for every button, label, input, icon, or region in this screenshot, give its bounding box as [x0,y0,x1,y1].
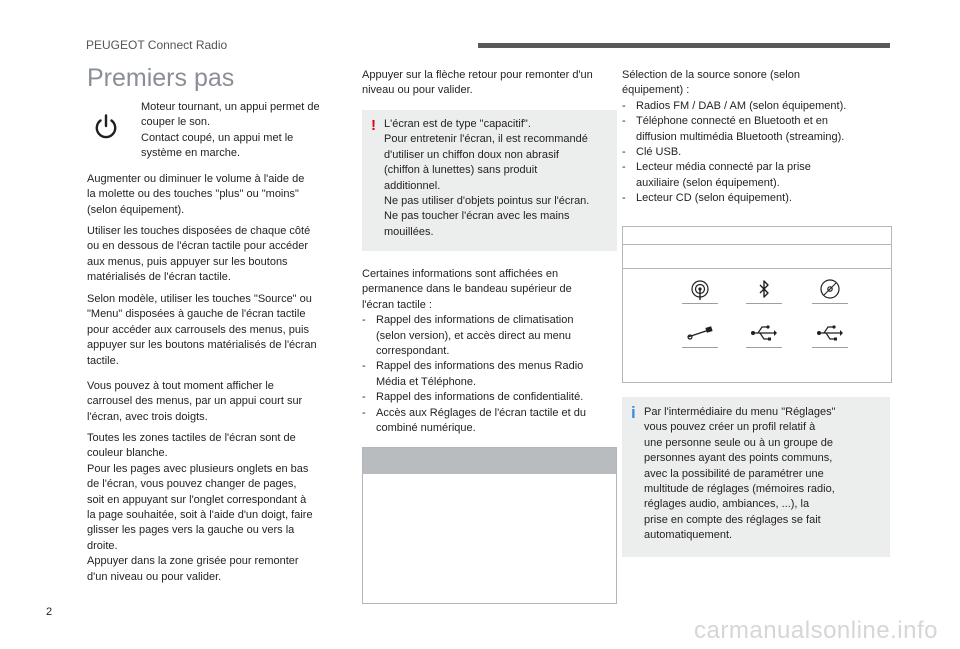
usb-icon [749,322,779,344]
text-line: Par l'intermédiaire du menu "Réglages" [644,406,836,418]
page-title: Premiers pas [87,64,235,92]
text-line: ou en dessous de l'écran tactile pour accéder [87,240,309,253]
text-line: aux menus, puis appuyer sur les boutons [87,255,288,268]
text-line: Média et Téléphone. [376,375,477,388]
text-line: prise en compte des réglages se fait [644,513,821,526]
text-line: combiné numérique. [376,422,476,435]
text-line: de l'écran, vous pouvez changer de pages, [87,478,297,491]
text-line: carrousel des menus, par un appui court sur [87,395,303,408]
info-icon: i [631,403,636,422]
cd-icon [815,279,845,301]
volume-paragraph [87,172,342,218]
text-line: correspondant. [376,345,450,358]
aux-cable-icon [685,322,715,344]
info-note [622,397,890,557]
list-item [362,406,617,437]
list-item [622,99,890,114]
icon-underline [746,303,782,304]
page-number: 2 [46,606,53,618]
screen-banner-bar [363,448,616,474]
warning-icon: ! [371,117,376,134]
screen-divider [623,244,891,245]
text-line: vous pouvez créer un profil relatif à [644,421,816,434]
text-line: Sélection de la source sonore (selon [622,69,800,81]
text-line: Augmenter ou diminuer le volume à l'aide de [87,173,305,185]
banner-info-section [362,267,617,436]
text-line: Moteur tournant, un appui permet de [141,101,320,113]
text-line: L'écran est de type "capacitif". [384,118,531,130]
text-line: l'écran tactile : [362,298,432,311]
text-line: la page souhaitée, soit à l'aide d'un doigt, faire [87,509,313,522]
text-line: une personne seule ou à un groupe de [644,436,833,449]
text-line: Ne pas toucher l'écran avec les mains [384,210,570,223]
text-line: système en marche. [141,147,241,160]
text-line: couleur blanche. [87,447,168,460]
text-line: d'utiliser un chiffon doux non abrasif [384,148,559,161]
text-line: Rappel des informations de confidentialité. [376,391,584,404]
text-line: tactile. [87,354,119,367]
usb-icon [815,322,845,344]
info-text [644,405,884,544]
icon-underline [812,303,848,304]
screen-illustration-banner [362,447,617,604]
text-line: Appuyer dans la zone grisée pour remonter [87,555,299,568]
text-line: permanence dans le bandeau supérieur de [362,283,572,296]
screen-illustration-sources [622,226,892,383]
text-line: l'écran, avec trois doigts. [87,410,208,423]
text-line: (chiffon à lunettes) sans produit [384,164,538,177]
list-item [622,160,890,191]
text-line: pour accéder aux carrousels des menus, puis [87,323,309,336]
carousel-paragraph [87,379,342,425]
text-line: Rappel des informations de climatisation [376,314,574,327]
source-list [622,99,890,207]
watermark: carmanualsonline.info [694,617,938,644]
text-line: Accès aux Réglages de l'écran tactile et du [376,406,586,419]
text-line: "Menu" disposées à gauche de l'écran tactile [87,308,306,321]
text-line: Utiliser les touches disposées de chaque côté [87,225,311,237]
text-line: personnes ayant des points communs, [644,452,833,465]
text-line: Pour entretenir l'écran, il est recommandé [384,133,588,146]
text-line: Selon modèle, utiliser les touches "Source" ou [87,293,312,305]
text-line: niveau ou pour valider. [362,84,473,97]
text-line: la molette ou des touches "plus" ou "moins" [87,188,299,201]
text-line: matérialisés de l'écran tactile. [87,271,231,284]
text-line: Lecteur média connecté par la prise [636,161,811,174]
list-item [362,359,617,390]
text-line: additionnel. [384,179,441,192]
text-line: Toutes les zones tactiles de l'écran sont de [87,432,296,444]
power-description [141,100,351,162]
text-line: automatiquement. [644,529,733,542]
list-item [622,114,890,145]
text-line: Pour les pages avec plusieurs onglets en bas [87,462,309,475]
text-line: Téléphone connecté en Bluetooth et en [636,115,829,128]
banner-info-list [362,313,617,436]
screen-divider [623,268,891,269]
list-item [362,313,617,359]
icon-underline [746,347,782,348]
text-line: mouillées. [384,225,434,238]
list-item [362,390,617,405]
warning-text [384,117,612,240]
text-line: diffusion multimédia Bluetooth (streaming). [636,130,845,143]
source-section [622,68,890,207]
text-line: multitude de réglages (mémoires radio, [644,483,835,496]
text-line: Rappel des informations des menus Radio [376,360,584,373]
power-icon [93,113,119,141]
text-line: d'un niveau ou pour valider. [87,570,222,583]
text-line: réglages audio, ambiances, ...), la [644,498,810,511]
text-line: Lecteur CD (selon équipement). [636,192,792,205]
keys-paragraph [87,224,342,286]
text-line: couper le son. [141,116,211,129]
icon-underline [812,347,848,348]
text-line: appuyer sur les boutons matérialisés de l'écran [87,339,317,352]
text-line: Certaines informations sont affichées en [362,268,559,280]
header-title: PEUGEOT Connect Radio [86,38,228,52]
text-line: Ne pas utiliser d'objets pointus sur l'écran. [384,195,590,208]
list-item [622,191,890,206]
back-arrow-paragraph [362,68,617,99]
touch-zones-paragraph [87,431,342,585]
text-line: glisser les pages vers la gauche ou vers la [87,524,295,537]
text-line: Contact coupé, un appui met le [141,131,294,144]
text-line: soit en appuyant sur l'onglet correspondant à [87,493,307,506]
icon-underline [682,347,718,348]
text-line: (selon équipement). [87,203,185,216]
radio-icon [685,279,715,301]
icon-underline [682,303,718,304]
header-bar [478,43,890,48]
text-line: avec la possibilité de paramétrer une [644,467,824,480]
warning-note [362,110,617,251]
list-item [622,145,890,160]
text-line: Radios FM / DAB / AM (selon équipement). [636,99,847,112]
text-line: droite. [87,539,118,552]
source-menu-paragraph [87,292,342,369]
text-line: Clé USB. [636,146,682,159]
text-line: Vous pouvez à tout moment afficher le [87,380,274,392]
text-line: (selon version), et accès direct au menu [376,329,572,342]
text-line: auxiliaire (selon équipement). [636,176,780,189]
bluetooth-icon [749,279,779,301]
text-line: Appuyer sur la flèche retour pour remonter d'un [362,69,593,81]
text-line: équipement) : [622,84,690,97]
